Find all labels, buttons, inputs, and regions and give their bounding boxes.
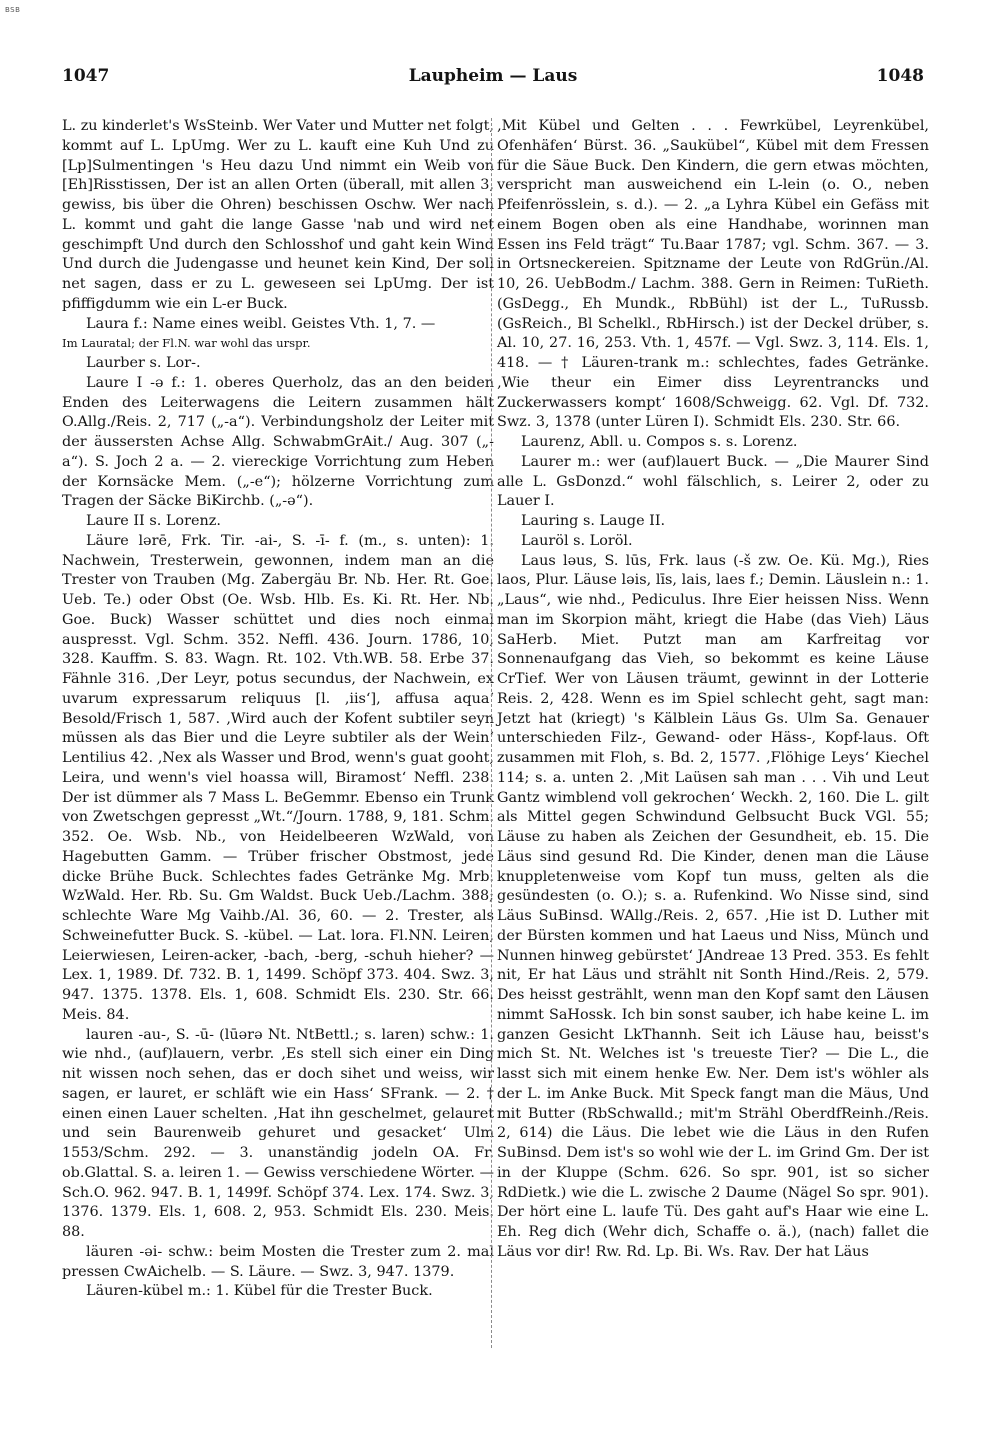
right-column <box>497 117 929 1263</box>
entry-paragraph: lauren -au-, S. -ū- (lūərə Nt. NtBettl.; s. laren) schw.: 1. wie nhd., (auf)lauern, verbr. ‚Es stell sich einer ein Ding nit wissen noch sehen, das er doch sihet und weiss, wir sagen, er lauret, er schläft wie ein Hass‘ SFrank. — 2. † einen einen Lauer schelten. ‚Hat ihn geschelmet, gelauret und sein Baurenweib gehuret und gesacket‘ Ulm 1553/Schm. 292. — 3. unanständig jodeln OA. Fr. ob.Glattal. S. a. leiren 1. — Gewiss verschiedene Wörter. — Sch.O. 962. 947. B. 1, 1499f. Schöpf 374. Lex. 174. Swz. 3, 1376. 1379. Els. 1, 608. 2, 953. Schmidt Els. 230. Meis. 88. <box>62 1026 494 1240</box>
entry-paragraph: Im Lauratal; der Fl.N. war wohl das urspr. <box>62 336 311 351</box>
entry-paragraph: Lauröl s. Loröl. <box>521 532 633 549</box>
running-title: Laupheim — Laus <box>408 66 578 86</box>
left-page-number: 1047 <box>62 66 110 86</box>
library-stamp: BSB <box>5 6 21 14</box>
right-page-number: 1048 <box>876 66 924 86</box>
left-column <box>62 117 494 1302</box>
entry-paragraph: Laus ləus, S. lūs, Frk. laus (-š zw. Oe. Kü. Mg.), Ries laos, Plur. Läuse ləis, līs, lais, laes f.; Demin. Läuslein n.: 1. „Laus“, wie nhd., Pediculus. Ihre Eier heissen Niss. Wenn man im Skorpion mäht, kriegt die Habe (das Vieh) Läus SaHerb. Miet. Putzt man am Karfreitag vor Sonnenaufgang das Vieh, so bekommt es keine Läuse CrTief. Wer von Läusen träumt, gewinnt in der Lotterie Reis. 2, 428. Wenn es im Spiel schlecht geht, sagt man: Jetzt hat (kriegt) 's Kälblein Läus Gs. Ulm Sa. Genauer unterschieden Filz-, Gewand- oder Häss-, Kopf-laus. Oft zusammen mit Floh, s. Bd. 2, 1577. ‚Flöhige Leys‘ Kiechel 114; s. a. unten 2. ‚Mit Laüsen sah man . . . Vih und Leut Gantz wimblend voll gekrochen‘ Weckh. 2, 160. Die L. gilt als Mittel gegen Schwindund Gelbsucht Buck VGl. 55; Läuse zu haben als Zeichen der Gesundheit, eb. 15. Die Läus sind gesund Rd. Die Kinder, denen man die Läuse knuppletenweise vom Kopf tun muss, gelten als die gesündesten (o. O.); s. a. Rufenkind. Wo Nisse sind, sind Läus SuBinsd. WAllg./Reis. 2, 657. ‚Hie ist D. Luther mit der Bürsten kommen und hat Laeus und Niss, Münch und Nunnen hinweg gebürstet‘ JAndreae 13 Pred. 353. Es fehlt nit, Er hat Läus und strählt nit Sonth Hind./Reis. 2, 579. Des heisst gestrählt, wenn man den Kopf samt den Läusen nimmt SaHossk. Ich bin sonst sauber, ich habe keine L. im ganzen Gesicht LkThannh. Seit ich Läuse hau, beisst's mich St. Nt. Welches ist 's treueste Tier? — Die L., die lasst sich mit einem henke Ew. Ner. Dem ist's wöhler als der L. im Anke Buck. Mit Speck fangt man die Mäus, Und mit Butter (RbSchwalld.; mit'm Strähl OberdfReinh./Reis. 2, 614) die Läus. Die lebet wie die Läus in den Rufen SuBinsd. Dem ist's so wohl wie der L. im Grind Gm. Der ist in der Kluppe (Schm. 626. So spr. 901, ist so sicher RdDietk.) wie die L. zwische 2 Daume (Nägel So spr. 901). Der hört eine L. laufe Tü. Des gaht auf's Haar wie eine L. Eh. Reg dich (Wehr dich, Schaffe o. ä.), (nach) fallet die Läus vor dir! Rw. Rd. Lp. Bi. Ws. Rav. Der hat Läus <box>497 552 929 1260</box>
page-header <box>62 66 924 94</box>
entry-paragraph: Laurenz, Abll. u. Compos s. s. Lorenz. <box>521 434 798 450</box>
entry-paragraph: Laura f.: Name eines weibl. Geistes Vth. 1, 7. — <box>86 315 436 332</box>
entry-paragraph: L. zu kinderlet's WsSteinb. Wer Vater und Mutter net folgt, kommt auf L. LpUmg. Wer zu L. kauft eine Kuh Und zu [Lp]Sulmentingen 's Heu dazu Und nimmt ein Weib von [Eh]Risstissen, Der ist an allen Orten (überall, mit allen 3, gewiss, bis über die Ohren) beschissen Oschw. Wer nach L. kommt und gaht die lange Gasse 'nab und wird net geschimpft Und durch den Schlosshof und gaht kein Wind Und durch die Judengasse und heunet kein Kind, Der soll net sagen, dass er zu L. geweseen sei LpUmg. Der ist pfiffigdumm wie ein L-er Buck. <box>62 118 494 312</box>
entry-paragraph: Laurer m.: wer (auf)lauert Buck. — „Die Maurer Sind alle L. GsDonzd.“ wohl fälschlich, s. Leirer 2, oder zu Lauer I. <box>497 453 929 510</box>
column-divider <box>491 118 492 1348</box>
entry-paragraph: Laurber s. Lor-. <box>86 355 201 371</box>
entry-paragraph: Laure I -ə f.: 1. oberes Querholz, das an den beiden Enden des Leiterwagens die Leitern zusammen hält O.Allg./Reis. 2, 717 („-a“). Verbindungsholz der Leiter mit der äussersten Achse Allg. SchwabmGrAit./ Aug. 307 („-a“). S. Joch 2 a. — 2. viereckige Vorrichtung zum Heben der Kornsäcke Mem. („-e“); hölzerne Vorrichtung zum Tragen der Säcke BiKirchb. („-ə“). <box>62 374 494 510</box>
entry-paragraph: Läuren-kübel m.: 1. Kübel für die Trester Buck. <box>86 1283 433 1300</box>
entry-paragraph: Lauring s. Lauge II. <box>521 513 666 529</box>
entry-paragraph: Laure II s. Lorenz. <box>86 513 221 529</box>
entry-paragraph: Läure lərē, Frk. Tir. -ai-, S. -ī- f. (m., s. unten): 1. Nachwein, Tresterwein, gewonnen, indem man an die Trester von Trauben (Mg. Zabergäu Br. Nb. Her. Rt. Goe. Ueb. Te.) oder Obst (Oe. Wsb. Hlb. Es. Ki. Rt. Her. Nb. Goe. Buck) Wasser schüttet und dies noch einmal auspresst. Vgl. Schm. 352. Neffl. 436. Journ. 1786, 10, 328. Kauffm. S. 83. Wagn. Rt. 102. Vth.WB. 58. Erbe 37. Fähnle 316. ‚Der Leyr, potus secundus, der Nachwein, ex uvarum expressarum reliquus [l. ‚iis‘], affusa aqua‘ Besold/Frisch 1, 587. ‚Wird auch der Kofent subtiler seyn müssen als das Bier und die Leyre subtiler als der Wein‘ Lentilius 42. ‚Nex als Wasser und Brod, wenn's guat gooht, Leira, und wenn's viel hoassa will, Biramost‘ Neffl. 238. Der ist dümmer als 7 Mass L. BeGemmr. Ebenso ein Trunk von Zwetschgen gepresst „Wt.“/Journ. 1788, 9, 181. Schm. 352. Oe. Wsb. Nb., von Heidelbeeren WzWald, von Hagebutten Gamm. — Trüber frischer Obstmost, jede dicke Brühe Buck. Schlechtes fades Getränke Mg. Mrb. WzWald. Her. Rb. Su. Gm Waldst. Buck Ueb./Lachm. 388; schlechte Ware Mg Vaihb./Al. 36, 60. — 2. Trester, als Schweinefutter Buck. S. -kübel. — Lat. lora. Fl.NN. Leiren, Leierwiesen, Leiren-acker, -bach, -berg, -schuh hieher? — Lex. 1, 1989. Df. 732. B. 1, 1499. Schöpf 373. 404. Swz. 3, 947. 1375. 1378. Els. 1, 608. Schmidt Els. 230. Str. 66. Meis. 84. <box>62 532 494 1023</box>
entry-paragraph: ‚Mit Kübel und Gelten . . . Fewrkübel, Leyrenkübel, Ofenhäfen‘ Bürst. 36. „Saukübel“, Kübel mit dem Fressen für die Säue Buck. Den Kindern, die gern etwas möchten, verspricht man ausweichend ein L-lein (o. O., neben Pfeifenrösslein, s. d.). — 2. „a Lyhra Kübel ein Gefäss mit einem Bogen oben als eine Handhabe, worinnen man Essen ins Feld trägt“ Tu.Baar 1787; vgl. Schm. 367. — 3. in Ortsneckereien. Spitzname der Leute von RdGrün./Al. 10, 26. UebBodm./ Lachm. 388. Gern in Reimen: TuRieth. (GsDegg., Eh Mundk., RbBühl) ist der L., TuRussb. (GsReich., Bl Schelkl., RbHirsch.) ist der Deckel drüber, s. Al. 10, 27. 16, 253. Vth. 1, 457f. — Vgl. Swz. 3, 114. Els. 1, 418. — † Läuren-trank m.: schlechtes, fades Getränke. ‚Wie theur ein Eimer diss Leyrentrancks und Zuckerwassers kompt‘ 1608/Schweigg. 62. Vgl. Df. 732. Swz. 3, 1378 (unter Lüren I). Schmidt Els. 230. Str. 66. <box>497 118 929 431</box>
entry-paragraph: läuren -əi- schw.: beim Mosten die Trester zum 2. mal pressen CwAichelb. — S. Läure. — Swz. 3, 947. 1379. <box>62 1243 494 1280</box>
